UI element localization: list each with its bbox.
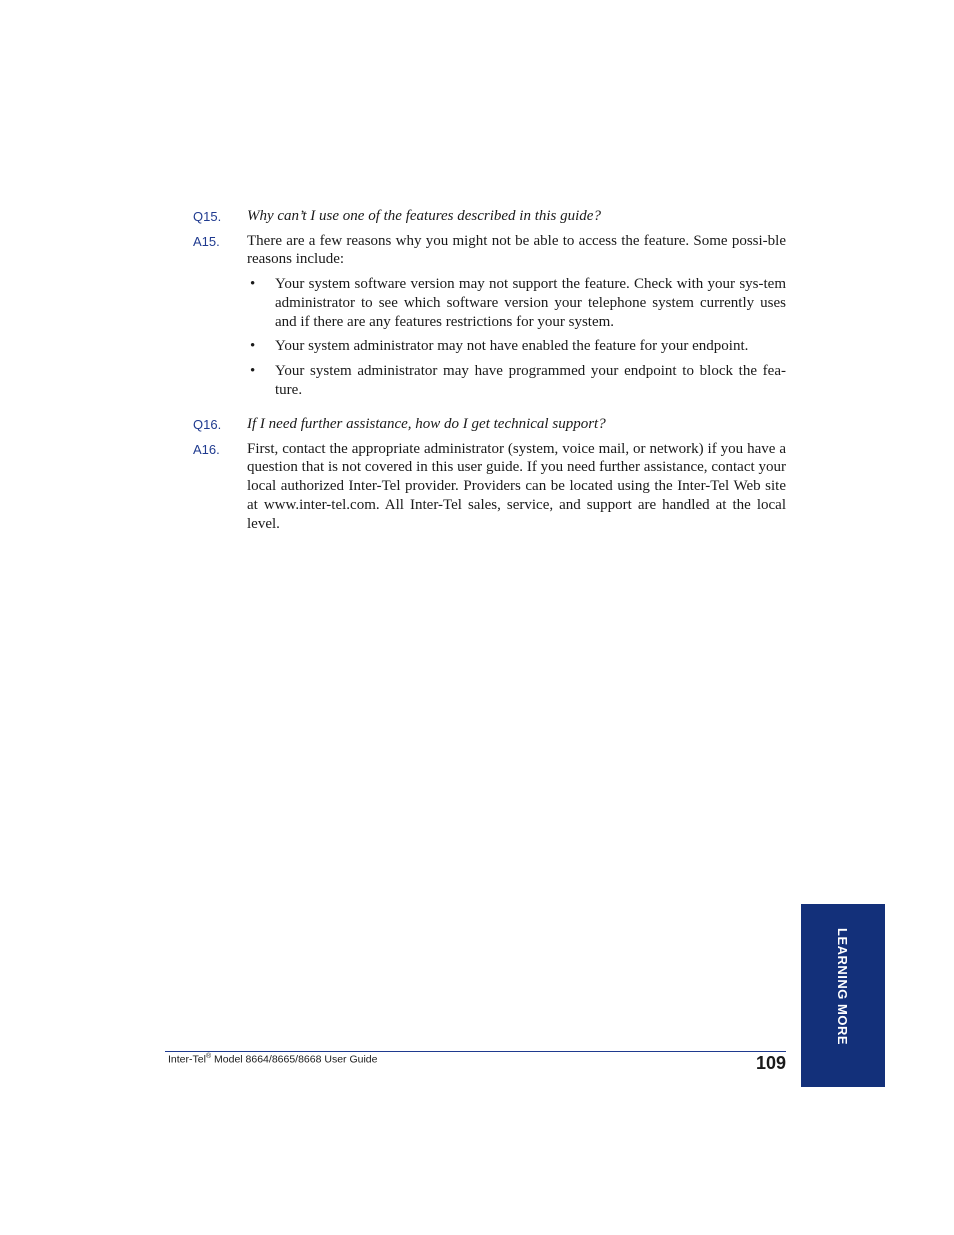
answer-row [193, 440, 786, 534]
list-item-text: Your system software version may not support the feature. Check with your sys-tem administrator to see which software version your telephone system currently uses and if there are any features restrictions for your system. [275, 276, 786, 330]
chapter-tab [801, 904, 885, 1087]
reasons-list [247, 275, 786, 399]
footer-guide-title [168, 1053, 377, 1066]
registered-mark: ® [205, 1053, 212, 1060]
qa-block-15 [193, 207, 786, 405]
bullet-icon: • [250, 276, 256, 293]
answer-label: A15. [193, 233, 220, 249]
bullet-icon: • [250, 338, 256, 355]
answer-row [193, 232, 786, 406]
list-item [247, 362, 786, 399]
list-item [247, 337, 786, 356]
answer-text: There are a few reasons why you might not be able to access the feature. Some possi-ble reasons include: [247, 232, 786, 268]
page-number: 109 [755, 1053, 786, 1073]
question-label: Q16. [193, 417, 222, 432]
answer-label: A16. [193, 441, 220, 457]
footer-divider [165, 1051, 786, 1052]
footer-brand: Inter-Tel [168, 1053, 206, 1066]
answer-body [247, 232, 786, 406]
question-text: Why can’t I use one of the features described in this guide? [247, 208, 601, 224]
question-text: If I need further assistance, how do I get technical support? [247, 416, 606, 432]
list-item [247, 275, 786, 331]
bullet-icon: • [250, 362, 256, 379]
question-row [193, 415, 786, 434]
answer-text: First, contact the appropriate administrator (system, voice mail, or network) if you have a question that is not covered in this user guide. If you need further assistance, contact your local authorized Inter-Tel provider. Providers can be located using the Inter-Tel Web site at www.inter-tel.com. All Inter-Tel sales, service, and support are handled at the local level. [247, 440, 786, 532]
qa-block-16 [193, 415, 786, 533]
list-item-text: Your system administrator may not have enabled the feature for your endpoint. [275, 338, 749, 355]
chapter-tab-label: LEARNING MORE [835, 928, 851, 1045]
question-label: Q15. [193, 209, 222, 224]
footer-title-text: Model 8664/8665/8668 User Guide [211, 1053, 378, 1066]
list-item-text: Your system administrator may have programmed your endpoint to block the fea-ture. [275, 362, 786, 398]
question-row [193, 207, 786, 226]
